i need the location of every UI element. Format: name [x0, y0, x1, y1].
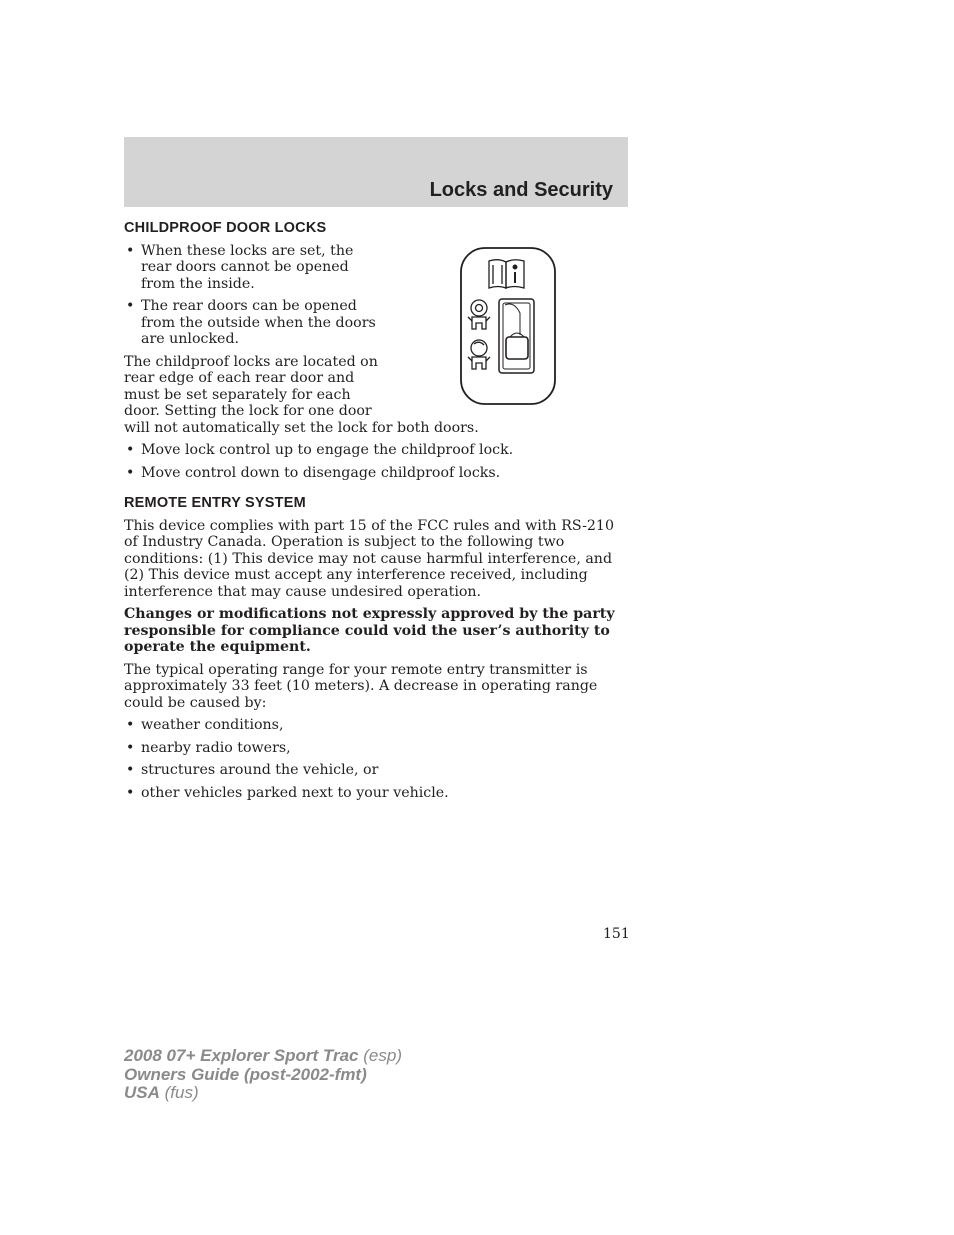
- document-footer: [124, 1047, 402, 1103]
- footer-model-code: (esp): [363, 1046, 402, 1065]
- operating-range-text: The typical operating range for your remote entry transmitter is approximately 33 feet (10 meters). A decrease in operating range could be caused by:: [124, 661, 598, 711]
- list-item: • nearby radio towers,: [124, 740, 628, 757]
- list-item: • weather conditions,: [124, 717, 628, 734]
- childproof-lock-illustration: [458, 245, 558, 407]
- child-locked-icon: [468, 340, 490, 369]
- page-content: [124, 220, 628, 801]
- child-unlocked-icon: [468, 300, 490, 329]
- list-item: • Move lock control up to engage the childproof lock.: [124, 442, 628, 459]
- footer-line-2: [124, 1066, 402, 1085]
- list-item: • other vehicles parked next to your vehicle.: [124, 785, 628, 802]
- list-item: • The rear doors can be opened from the outside when the doors are unlocked.: [124, 298, 380, 348]
- modification-warning: Changes or modifications not expressly approved by the party responsible for compliance could void the user’s authority to operate the equipment.: [124, 606, 615, 655]
- list-item: • Move control down to disengage childproof locks.: [124, 465, 628, 482]
- range-causes-list: [124, 717, 628, 801]
- fcc-compliance-text: This device complies with part 15 of the FCC rules and with RS-210 of Industry Canada. Operation is subject to the following two conditions: (1) This device may not cause harmful interference, and (2) This device must accept any interference received, including interference that may cause undesired operation.: [124, 517, 614, 600]
- childproof-actions: [124, 442, 628, 481]
- childproof-location-text: The childproof locks are located on rear edge of each rear door and must be set separately for each door. Setting the lock for one door: [124, 353, 378, 419]
- page-title: Locks and Security: [429, 179, 613, 201]
- header-band: [124, 137, 628, 207]
- list-item: • structures around the vehicle, or: [124, 762, 628, 779]
- footer-guide: Owners Guide (post-2002-fmt): [124, 1064, 367, 1084]
- childproof-location-text-end: will not automatically set the lock for both doors.: [124, 419, 479, 436]
- footer-line-3: [124, 1084, 402, 1103]
- remote-entry-section: [124, 495, 628, 801]
- footer-model: 2008 07+ Explorer Sport Trac: [124, 1046, 359, 1065]
- footer-market: USA: [124, 1083, 160, 1102]
- list-item: • When these locks are set, the rear doors cannot be opened from the inside.: [124, 243, 380, 293]
- footer-line-1: [124, 1047, 402, 1066]
- owner-guide-icon: [489, 260, 524, 288]
- childproof-bullets: [124, 243, 380, 348]
- childproof-heading: CHILDPROOF DOOR LOCKS: [124, 220, 327, 236]
- childproof-section: [124, 220, 628, 481]
- footer-market-code: (fus): [164, 1083, 199, 1102]
- lock-lever-slot: [499, 299, 534, 373]
- remote-entry-heading: REMOTE ENTRY SYSTEM: [124, 495, 306, 511]
- page-number: 151: [603, 926, 630, 942]
